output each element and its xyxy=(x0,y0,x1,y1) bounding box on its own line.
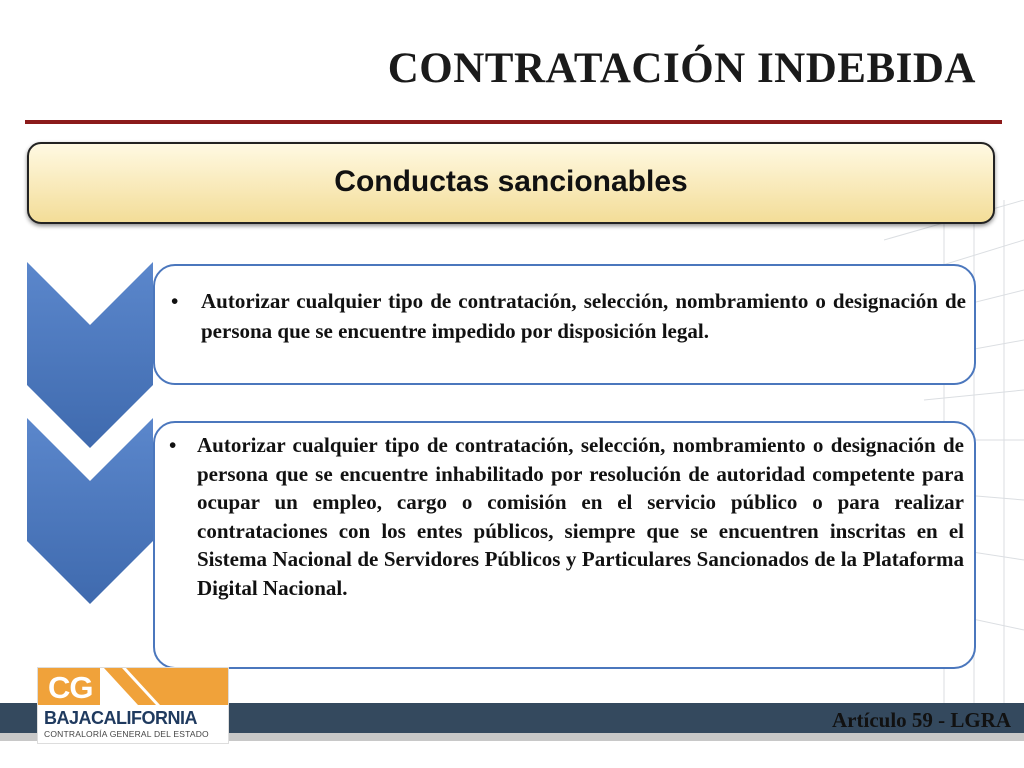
bullet-glyph: • xyxy=(171,289,179,313)
logo-initials: CG xyxy=(48,670,93,705)
list-item xyxy=(169,431,964,603)
page-title: CONTRATACIÓN INDEBIDA xyxy=(387,45,976,92)
logo-brand xyxy=(44,708,197,729)
list-item-text: Autorizar cualquier tipo de contratación, selección, nombramiento o designación de persona que se encuentre impedido por disposición legal. xyxy=(201,289,966,343)
contraloria-logo xyxy=(38,668,228,743)
logo-brand-part-a: BAJA xyxy=(44,708,92,728)
list-item xyxy=(171,286,966,346)
chevron-arrow-1 xyxy=(27,262,153,448)
legal-reference: Artículo 59 - LGRA xyxy=(832,708,1012,732)
banner-heading: Conductas sancionables xyxy=(334,165,688,198)
conduct-item-2 xyxy=(153,421,976,669)
bullet-glyph: • xyxy=(169,433,177,457)
conduct-item-1 xyxy=(153,264,976,385)
logo-subtitle: CONTRALORÍA GENERAL DEL ESTADO xyxy=(44,729,209,739)
logo-brand-part-b: CALIFORNIA xyxy=(91,708,198,728)
reference-clip xyxy=(830,703,1024,733)
list-item-text: Autorizar cualquier tipo de contratación, selección, nombramiento o designación de persona que se encuentre inhabilitado por resolución de autoridad competente para ocupar un empleo, cargo o comisión en el servicio público o para realizar contrataciones con los entes públicos, siempre que se encuentren inscritas en el Sistema Nacional de Servidores Públicos y Particulares Sancionados de la Plataforma Digital Nacional. xyxy=(197,433,964,600)
